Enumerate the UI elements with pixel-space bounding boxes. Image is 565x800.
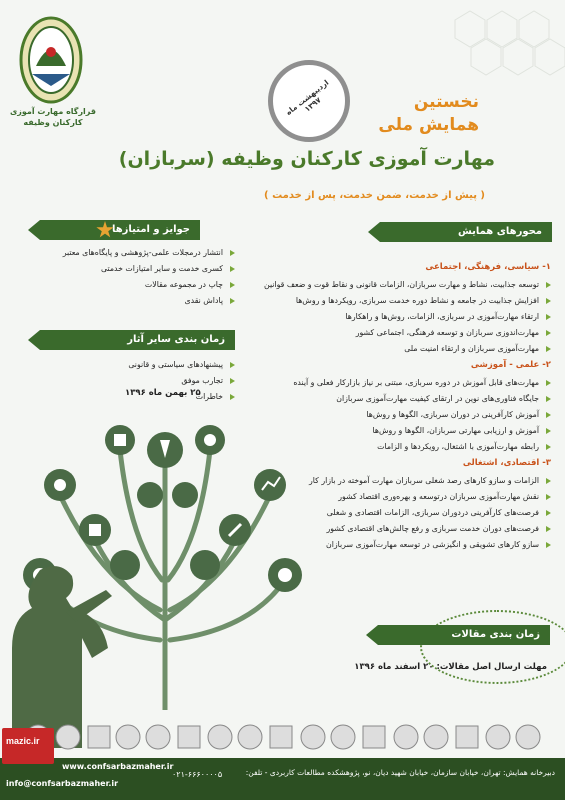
list-item: الزامات و سازو کارهای رصد شغلی سربازان مهارت آموخته در بازار کار [251,476,551,485]
awards-list [5,248,235,312]
footer-email[interactable]: info@confsarbazmaher.ir [6,779,119,788]
papers-deadline: مهلت ارسال اصل مقالات: ۲۰ اسفند ماه ۱۳۹۶ [354,662,547,672]
other-works-list [5,360,235,408]
army-emblem-logo [18,14,84,106]
list-item: آموزش کارآفرینی در دوران سربازی، الگوها و روش‌ها [251,410,551,419]
list-item: سازو کارهای تشویقی و انگیزشی در توسعه مهارت‌آموزی سربازان [251,540,551,549]
other-works-deadline: ۲۵ بهمن ماه ۱۳۹۶ [125,388,201,398]
footer-phone: ۰۲۱-۶۶۶۰۰۰۰۵ [172,770,223,779]
axis-category-title: ۲- علمی - آموزشی [470,360,551,370]
list-item: پیشنهادهای سیاستی و قانونی [5,360,235,369]
watermark-badge [2,728,54,764]
list-item: انتشار درمجلات علمی-پژوهشی و پایگاه‌های معتبر [5,248,235,257]
list-item: جایگاه فناوری‌های نوین در ارتقای کیفیت مهارت‌آموزی سربازان [251,394,551,403]
list-item: توسعه جذابیت، نشاط و مهارت سربازان، الزامات قانونی و نقاط قوت و ضعف قوانین [251,280,551,289]
list-item: فرصت‌های دوران خدمت سربازی و رفع چالش‌های اقتصادی کشور [251,524,551,533]
page-subtitle: ( پیش از خدمت، ضمن خدمت، پس از خدمت ) [264,190,485,201]
list-item: مهارت‌اندوزی سربازان و توسعه فرهنگی، اجتماعی کشور [251,328,551,337]
list-item: فرصت‌های کارآفرینی دردوران سربازی، الزامات اقتصادی و شغلی [251,508,551,517]
page-title: مهارت آموزی کارکنان وظیفه (سربازان) [118,148,495,170]
papers-heading: زمان بندی مقالات [378,625,550,645]
list-item: کسری خدمت و سایر امتیازات خدمتی [5,264,235,273]
list-item: مهارت‌های قابل آموزش در دوره سربازی، مبتنی بر نیاز بازارکار فعلی و آینده [251,378,551,387]
list-item: پاداش نقدی [5,296,235,305]
list-item: نقش مهارت‌آموزی سربازان درتوسعه و بهره‌وری اقتصاد کشور [251,492,551,501]
footer-address: دبیرخانه همایش: تهران، خیابان سازمان، خیابان شهید دیان، نو، پژوهشکده مطالعات کاربردی - تلفن: [245,768,555,777]
axis-category-title: ۳- اقتصادی، اشتغالی [462,458,551,468]
sponsor-logos [8,720,558,754]
axes-heading: محورهای همایش [380,222,552,242]
dotted-arc [420,610,565,684]
organization-name: قرارگاه مهارت آموزی کارکنان وظیفه [9,107,97,127]
list-item: تجارب موفق [5,376,235,385]
other-works-heading: زمان بندی سایر آثار [40,330,235,350]
footer-website[interactable]: www.confsarbazmaher.ir [62,762,174,771]
list-item: رابطه مهارت‌آموزی با اشتغال، رویکردها و الزامات [251,442,551,451]
watermark-text: mazic.ir [6,736,40,746]
list-item: چاپ در مجموعه مقالات [5,280,235,289]
list-item: آموزش و ارزیابی مهارتی سربازان، الگوها و روش‌ها [251,426,551,435]
axis-category-title: ۱- سیاسی، فرهنگی، اجتماعی [425,262,551,272]
list-item: مهارت‌آموزی سربازان و ارتقاء امنیت ملی [251,344,551,353]
title-line-2: همایش ملی [378,115,479,135]
date-badge: اردیبهشت ماه ۱۳۹۷ [284,78,331,117]
awards-heading: جوایز و امتیازها [40,220,200,240]
list-item: افزایش جذابیت در جامعه و نشاط دوره خدمت سربازی، رویکردها و روش‌ها [251,296,551,305]
list-item: ارتقاء مهارت‌آموزی در سربازی، الزامات، روش‌ها و راهکارها [251,312,551,321]
title-line-1: نخستین [413,92,479,112]
list-item: خاطرات [5,392,235,401]
